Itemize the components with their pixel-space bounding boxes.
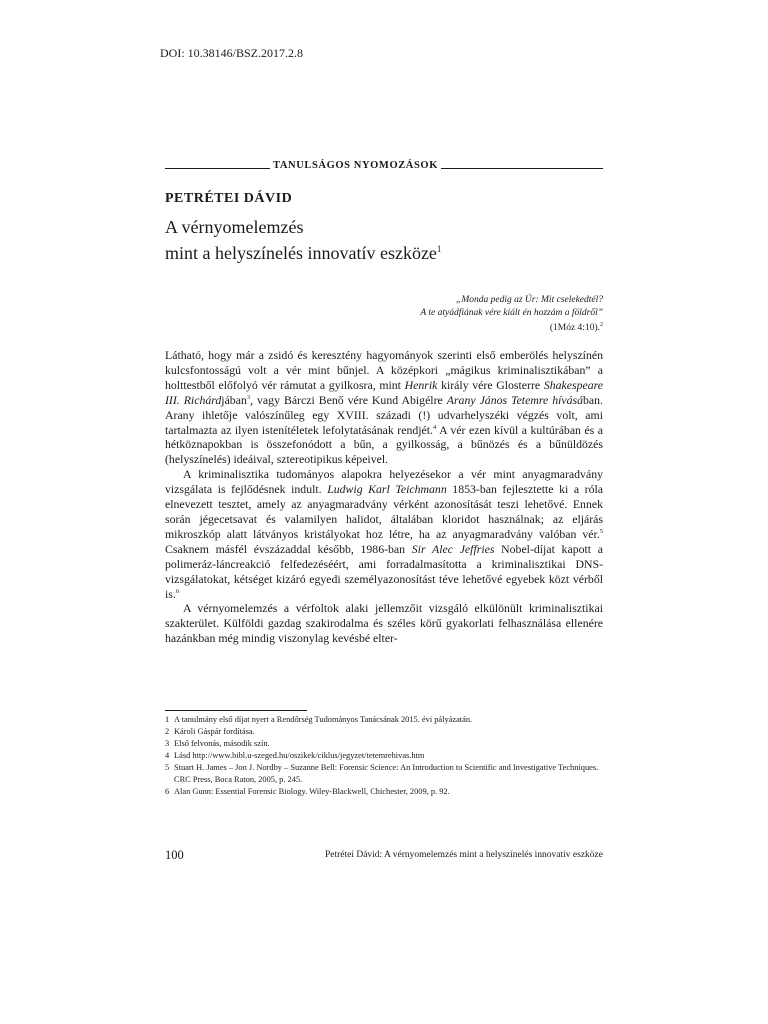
italic-text: Arany János Tetemre hívásá: [446, 392, 584, 407]
epigraph-footnote-ref[interactable]: 2: [600, 322, 603, 328]
footnote-ref[interactable]: 5: [599, 527, 603, 535]
footnote-item: [165, 738, 603, 750]
title-line-2-text: mint a helyszínelés innovatív eszköze: [165, 243, 437, 263]
title-footnote-ref[interactable]: 1: [436, 244, 442, 254]
paragraph-text: Nobel-díjat kapott a polimeráz-láncreakció felfedezéséért, ami forradalmasította a kriminalisztikai DNS-vizsgálatokat, kétséget kizáró egyedi személyazonosítást téve lehetővé egyebek közt vérből is.: [165, 541, 603, 601]
doi-line: DOI: 10.38146/BSZ.2017.2.8: [160, 46, 304, 60]
footnote-item: [165, 762, 603, 786]
author-name: PETRÉTEI DÁVID: [165, 191, 293, 206]
italic-text: Sir Alec Jeffries: [411, 541, 495, 556]
footnote-number: 2: [165, 727, 170, 736]
epigraph-line-2: A te atyádfiának vére kiált én hozzám a földről”: [420, 307, 603, 318]
body-paragraph: [165, 601, 603, 646]
section-label: TANULSÁGOS NYOMOZÁSOK: [270, 160, 441, 171]
article-title: [165, 216, 441, 264]
footnote-text: Lásd http://www.bibl.u-szeged.hu/oszikek/ciklus/jegyzet/tetemrehivas.htm: [174, 751, 425, 760]
epigraph-line-1: „Monda pedig az Úr: Mit cselekedtél?: [456, 295, 603, 305]
footnote-number: 3: [165, 739, 170, 748]
footnote-text: Alan Gunn: Essential Forensic Biology. Wiley-Blackwell, Chichester, 2009, p. 92.: [174, 787, 450, 796]
page-number: 100: [165, 848, 184, 862]
italic-text: Henrik: [404, 377, 438, 392]
paragraph-text: Látható, hogy már a zsidó és keresztény hagyományok szerinti első emberölés helyszínén kulcsfontosságú volt a vér mint bűnjel. A középkori „mágikus kriminalisztikában” a holttestből előfolyó vér rámutat a gyilkosra, mint: [165, 348, 603, 392]
footnote-text: Stuart H. James – Jon J. Nordby – Suzanne Bell: Forensic Science: An Introduction to Scientific and Investigative Techniques. CRC Press, Boca Raton, 2005, p. 245.: [174, 763, 599, 784]
footnote-text: A tanulmány első díjat nyert a Rendőrség Tudományos Tanácsának 2015. évi pályázatán.: [174, 715, 473, 724]
footnote-item: [165, 786, 603, 798]
paragraph-text: A kriminalisztika tudományos alapokra helyezésekor a vér mint anyagmaradvány vizsgálata is fejlődésnek indult.: [165, 467, 603, 497]
running-footer: Petrétei Dávid: A vérnyomelemzés mint a helyszínelés innovatív eszköze: [324, 850, 603, 860]
footnote-number: 4: [165, 751, 170, 760]
body-paragraph: [165, 467, 603, 601]
footnote-number: 6: [165, 787, 170, 796]
paragraph-text: jában: [221, 392, 247, 407]
paragraph-text: Csaknem másfél évszázaddal később, 1986-ban: [165, 541, 412, 556]
paragraph-text: 1853-ban fejlesztette ki a róla elnevezett tesztet, amely az anyagmaradvány vérként azonosítását teszi lehetővé. Ennek során jégecetsavat és valamilyen halidot, általában kloridot használnak; az eljárás mikroszkóp alatt látványos kristályokat hoz létre, ha az anyagmaradvány valóban vér.: [165, 482, 603, 541]
paragraph-text: , vagy Bárczi Benő vére Kund Abigélre: [250, 392, 447, 407]
footnote-item: [165, 714, 603, 726]
epigraph-source: (1Móz 4:10).: [549, 323, 600, 334]
footnote-number: 1: [165, 715, 170, 724]
footnote-ref[interactable]: 4: [432, 423, 437, 431]
italic-text: Shakespeare III. Richárd: [165, 377, 603, 407]
title-line-1: A vérnyomelemzés: [165, 217, 304, 237]
paragraph-text: ban. Arany ihletője valószínűleg egy XVIII. századi (!) udvarhelyszéki végzés volt, ami tartalmazta az ilyen istenítéletek lefolytatásának rendjét.: [165, 392, 603, 437]
footnote-separator: [165, 710, 307, 711]
footnote-ref[interactable]: 6: [175, 587, 180, 595]
paragraph-text: A vérnyomelemzés a vérfoltok alaki jellemzőit vizsgáló elkülönült kriminalisztikai szakterület. Külföldi gazdag szakirodalma és széles körű gyakorlati felhasználása ellenére hazánkban még mindig viszonylag kevésbé elter-: [165, 601, 603, 646]
footnote-number: 5: [165, 763, 170, 772]
title-line-2: [165, 238, 441, 264]
epigraph: [420, 294, 603, 335]
section-header: [165, 160, 603, 174]
epigraph-source-line: [420, 319, 603, 335]
footnote-text: Károli Gáspár fordítása.: [174, 727, 255, 736]
footnote-item: [165, 726, 603, 738]
footnote-text: Első felvonás, második szín.: [174, 739, 270, 748]
footnote-ref[interactable]: 3: [246, 393, 251, 401]
body-paragraph: [165, 348, 603, 467]
footnote-item: [165, 750, 603, 762]
article-body: [165, 348, 603, 646]
paragraph-text: A vér ezen kívül a kultúrában és a hétköznapokban is összefonódott a bűn, a gyilkosság, a bűnözés és a bűnüldözés (helyszínelés) ideáival, sztereotipikus képeivel.: [165, 422, 603, 467]
footnotes-list: [165, 714, 603, 798]
italic-text: Ludwig Karl Teichmann: [327, 482, 447, 497]
paragraph-text: király vére Glosterre: [437, 377, 544, 392]
